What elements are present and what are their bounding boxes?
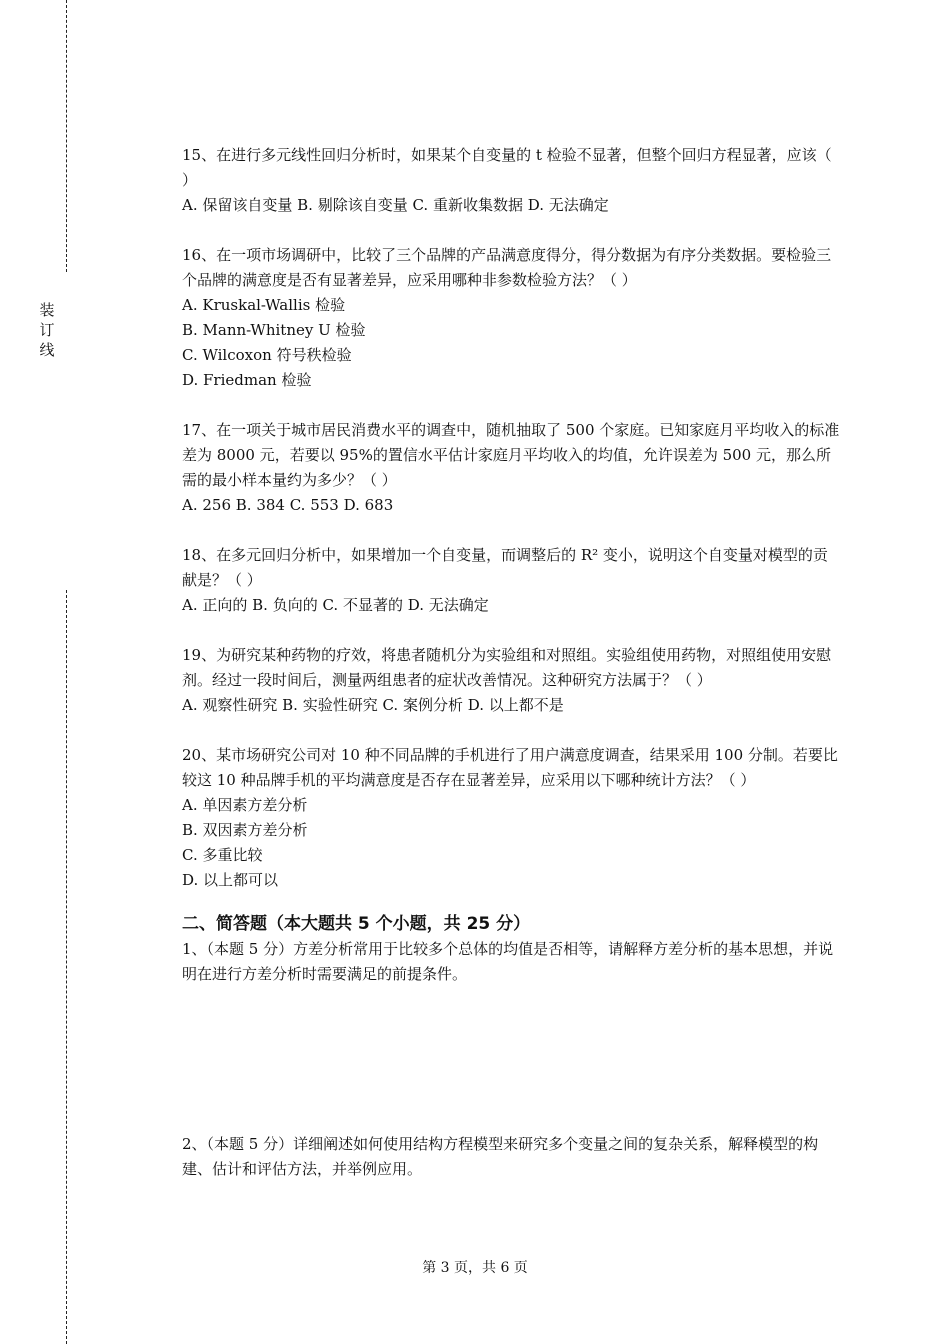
- section-title: 二、简答题（本大题共 5 个小题，共 25 分）: [182, 914, 531, 934]
- binding-label-char: 装: [39, 301, 55, 319]
- option-a: A. 单因素方差分析: [182, 796, 308, 814]
- page-footer: 第 3 页，共 6 页: [422, 1260, 528, 1276]
- question-stem: 19、为研究某种药物的疗效，将患者随机分为实验组和对照组。实验组使用药物，对照组使用安慰剂。经过一段时间后，测量两组患者的症状改善情况。这种研究方法属于？（ ）: [182, 646, 832, 689]
- short-answer-1: 1、（本题 5 分）方差分析常用于比较多个总体的均值是否相等，请解释方差分析的基本思想，并说明在进行方差分析时需要满足的前提条件。: [182, 940, 834, 983]
- question-stem: 20、某市场研究公司对 10 种不同品牌的手机进行了用户满意度调查，结果采用 100 分制。若要比较这 10 种品牌手机的平均满意度是否存在显著差异，应采用以下哪种统计方法？（ ）: [182, 746, 838, 789]
- binding-dashed-line-bottom: [66, 590, 67, 1344]
- question-options: A. 观察性研究 B. 实验性研究 C. 案例分析 D. 以上都不是: [182, 696, 564, 714]
- option-d: D. 以上都可以: [182, 871, 279, 889]
- question-16: [182, 243, 842, 393]
- option-b: B. Mann-Whitney U 检验: [182, 321, 366, 339]
- option-a: A. Kruskal-Wallis 检验: [182, 296, 346, 314]
- question-19: [182, 643, 842, 718]
- question-options: A. 正向的 B. 负向的 C. 不显著的 D. 无法确定: [182, 596, 489, 614]
- question-options: A. 保留该自变量 B. 剔除该自变量 C. 重新收集数据 D. 无法确定: [182, 196, 609, 214]
- short-answer-2: 2、（本题 5 分）详细阐述如何使用结构方程模型来研究多个变量之间的复杂关系，解释模型的构建、估计和评估方法，并举例应用。: [182, 1135, 819, 1178]
- question-stem: 18、在多元回归分析中，如果增加一个自变量，而调整后的 R² 变小，说明这个自变量对模型的贡献是？（ ）: [182, 546, 828, 589]
- option-d: D. Friedman 检验: [182, 371, 312, 389]
- exam-content: [182, 143, 842, 1182]
- option-c: C. Wilcoxon 符号秩检验: [182, 346, 352, 364]
- question-20: [182, 743, 842, 893]
- question-stem: 16、在一项市场调研中，比较了三个品牌的产品满意度得分，得分数据为有序分类数据。要检验三个品牌的满意度是否有显著差异，应采用哪种非参数检验方法？（ ）: [182, 246, 832, 289]
- question-options: A. 256 B. 384 C. 553 D. 683: [182, 496, 394, 514]
- binding-label: [38, 300, 56, 360]
- binding-dashed-line-top: [66, 0, 67, 272]
- question-stem: 17、在一项关于城市居民消费水平的调查中，随机抽取了 500 个家庭。已知家庭月平均收入的标准差为 8000 元，若要以 95%的置信水平估计家庭月平均收入的均值，允许误差为 500 元，那么所需的最小样本量约为多少？（ ）: [182, 421, 840, 489]
- option-b: B. 双因素方差分析: [182, 821, 308, 839]
- binding-label-char: 订: [39, 321, 55, 339]
- question-stem: 15、在进行多元线性回归分析时，如果某个自变量的 t 检验不显著，但整个回归方程显著，应该（ ）: [182, 146, 832, 189]
- question-17: [182, 418, 842, 518]
- question-15: [182, 143, 842, 218]
- question-18: [182, 543, 842, 618]
- option-c: C. 多重比较: [182, 846, 263, 864]
- binding-label-char: 线: [39, 341, 55, 359]
